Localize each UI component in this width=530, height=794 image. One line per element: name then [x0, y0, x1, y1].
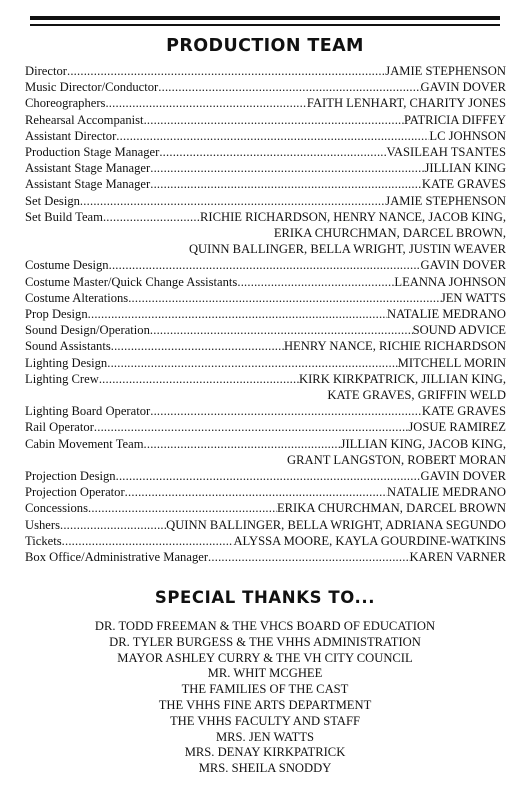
credit-row — [25, 79, 506, 95]
credit-role: Prop Design — [25, 307, 88, 322]
dot-leader — [208, 549, 410, 565]
credit-row — [25, 176, 506, 192]
credit-row — [25, 533, 506, 549]
credit-names-continued: GRANT LANGSTON, ROBERT MORAN — [287, 452, 506, 467]
credit-row — [25, 436, 506, 452]
dot-leader — [94, 419, 409, 435]
dot-leader — [116, 128, 429, 144]
credit-role: Costume Alterations — [25, 290, 129, 305]
credit-role: Costume Master/Quick Change Assistants — [25, 274, 238, 289]
credit-names: GAVIN DOVER — [420, 80, 506, 95]
dot-leader — [111, 338, 284, 354]
credit-names: MITCHELL MORIN — [397, 355, 506, 370]
credit-role: Choreographers — [25, 96, 106, 111]
dot-leader — [144, 436, 341, 452]
dot-leader — [125, 484, 387, 500]
credit-names: KAREN VARNER — [409, 550, 506, 565]
credit-row — [25, 419, 506, 435]
credit-row — [25, 128, 506, 144]
dot-leader — [99, 371, 299, 387]
credit-role: Assistant Stage Manager — [25, 161, 151, 176]
dot-leader — [107, 355, 397, 371]
special-thanks-list — [0, 619, 530, 777]
dot-leader — [67, 63, 385, 79]
credit-role: Lighting Board Operator — [25, 404, 151, 419]
credit-role: Assistant Director — [25, 128, 117, 143]
credit-row — [25, 274, 506, 290]
credit-names: PATRICIA DIFFEY — [403, 112, 506, 127]
credit-row — [25, 500, 506, 516]
credit-names: KATE GRAVES — [421, 404, 506, 419]
credit-names: LC JOHNSON — [429, 128, 506, 143]
special-thanks-heading: SPECIAL THANKS TO... — [154, 588, 376, 607]
dot-leader — [150, 322, 413, 338]
credit-row — [25, 403, 506, 419]
credit-names: KIRK KIRKPATRICK, JILLIAN KING, — [299, 371, 506, 386]
credit-role: Assistant Stage Manager — [25, 177, 151, 192]
credit-row — [25, 160, 506, 176]
credit-names-continued: QUINN BALLINGER, BELLA WRIGHT, JUSTIN WEAVER — [188, 242, 506, 257]
dot-leader — [60, 517, 166, 533]
credit-row — [25, 290, 506, 306]
credit-row — [25, 355, 506, 371]
credit-role: Tickets — [25, 533, 62, 548]
credit-row — [25, 322, 506, 338]
dot-leader — [103, 209, 200, 225]
credit-names: NATALIE MEDRANO — [387, 485, 506, 500]
credit-names: JILLIAN KING, JACOB KING, — [340, 436, 506, 451]
credit-names: QUINN BALLINGER, BELLA WRIGHT, ADRIANA SEGUNDO — [166, 517, 506, 532]
thanks-line: MR. WHIT MCGHEE — [207, 666, 323, 681]
credit-names: JOSUE RAMIREZ — [408, 420, 506, 435]
dot-leader — [150, 176, 422, 192]
thanks-line: THE VHHS FACULTY AND STAFF — [169, 713, 361, 728]
credit-role: Music Director/Conductor — [25, 80, 159, 95]
dot-leader — [109, 257, 421, 273]
credit-row — [25, 193, 506, 209]
credit-role: Cabin Movement Team — [25, 436, 144, 451]
top-rule-thin — [30, 24, 500, 26]
thanks-line: MAYOR ASHLEY CURRY & THE VH CITY COUNCIL — [117, 650, 413, 665]
credit-role: Sound Assistants — [25, 339, 111, 354]
credit-names: ERIKA CHURCHMAN, DARCEL BROWN — [276, 501, 506, 516]
production-team-heading: PRODUCTION TEAM — [166, 36, 364, 56]
credit-row — [25, 112, 506, 128]
credit-role: Ushers — [25, 517, 60, 532]
credit-row — [25, 257, 506, 273]
credit-row — [25, 209, 506, 225]
dot-leader — [144, 112, 404, 128]
dot-leader — [116, 468, 421, 484]
credit-row — [25, 484, 506, 500]
credit-names-continued: ERIKA CHURCHMAN, DARCEL BROWN, — [273, 226, 506, 241]
credit-names: GAVIN DOVER — [420, 258, 506, 273]
credit-names: JEN WATTS — [440, 290, 506, 305]
credit-names: HENRY NANCE, RICHIE RICHARDSON — [283, 339, 506, 354]
dot-leader — [62, 533, 234, 549]
credit-names: LEANNA JOHNSON — [394, 274, 506, 289]
credit-role: Box Office/Administrative Manager — [25, 550, 209, 565]
credit-names: KATE GRAVES — [421, 177, 506, 192]
credit-names: JAMIE STEPHENSON — [385, 193, 506, 208]
credit-role: Sound Design/Operation — [25, 323, 150, 338]
credit-row — [25, 306, 506, 322]
dot-leader — [150, 160, 424, 176]
credit-role: Director — [25, 64, 67, 78]
thanks-line: THE VHHS FINE ARTS DEPARTMENT — [158, 697, 372, 712]
credit-names: SOUND ADVICE — [412, 323, 506, 338]
credit-row — [25, 517, 506, 533]
credit-names: RICHIE RICHARDSON, HENRY NANCE, JACOB KING, — [200, 209, 506, 224]
dot-leader — [105, 95, 306, 111]
credit-row — [25, 338, 506, 354]
top-rule-thick — [30, 16, 500, 20]
thanks-line: MRS. JEN WATTS — [215, 729, 315, 744]
credit-role: Set Build Team — [25, 209, 103, 224]
credit-names: GAVIN DOVER — [420, 469, 506, 484]
dot-leader — [159, 144, 386, 160]
credit-names: VASILEAH TSANTES — [386, 145, 506, 160]
credit-names: FAITH LENHART, CHARITY JONES — [306, 96, 506, 111]
dot-leader — [128, 290, 441, 306]
dot-leader — [88, 500, 277, 516]
credit-role: Costume Design — [25, 258, 109, 273]
thanks-line: DR. TYLER BURGESS & THE VHHS ADMINISTRATION — [109, 634, 421, 649]
thanks-line: MRS. SHEILA SNODDY — [198, 761, 332, 776]
credit-names: NATALIE MEDRANO — [387, 307, 506, 322]
credit-role: Lighting Crew — [25, 371, 99, 386]
dot-leader — [158, 79, 420, 95]
credit-role: Concessions — [25, 501, 88, 516]
credit-row — [25, 144, 506, 160]
production-team-list — [25, 63, 506, 565]
credit-names-continued: KATE GRAVES, GRIFFIN WELD — [327, 388, 506, 403]
thanks-line: DR. TODD FREEMAN & THE VHCS BOARD OF EDUCATION — [94, 619, 436, 633]
credit-role: Rehearsal Accompanist — [25, 112, 144, 127]
credit-row — [25, 371, 506, 387]
dot-leader — [237, 274, 394, 290]
thanks-line: THE FAMILIES OF THE CAST — [181, 682, 349, 697]
credit-row — [25, 468, 506, 484]
credit-row — [25, 549, 506, 565]
credit-role: Lighting Design — [25, 355, 108, 370]
dot-leader — [80, 193, 385, 209]
dot-leader — [88, 306, 387, 322]
credit-names: JILLIAN KING — [424, 161, 506, 176]
thanks-line: MRS. DENAY KIRKPATRICK — [184, 745, 346, 760]
credit-role: Rail Operator — [25, 420, 94, 435]
credit-role: Set Design — [25, 193, 80, 208]
credit-role: Production Stage Manager — [25, 145, 160, 160]
credit-names: JAMIE STEPHENSON — [385, 64, 506, 78]
credit-names: ALYSSA MOORE, KAYLA GOURDINE-WATKINS — [233, 533, 506, 548]
credit-row — [25, 63, 506, 79]
credit-role: Projection Operator — [25, 485, 125, 500]
credit-row — [25, 95, 506, 111]
credit-role: Projection Design — [25, 469, 116, 484]
dot-leader — [150, 403, 422, 419]
